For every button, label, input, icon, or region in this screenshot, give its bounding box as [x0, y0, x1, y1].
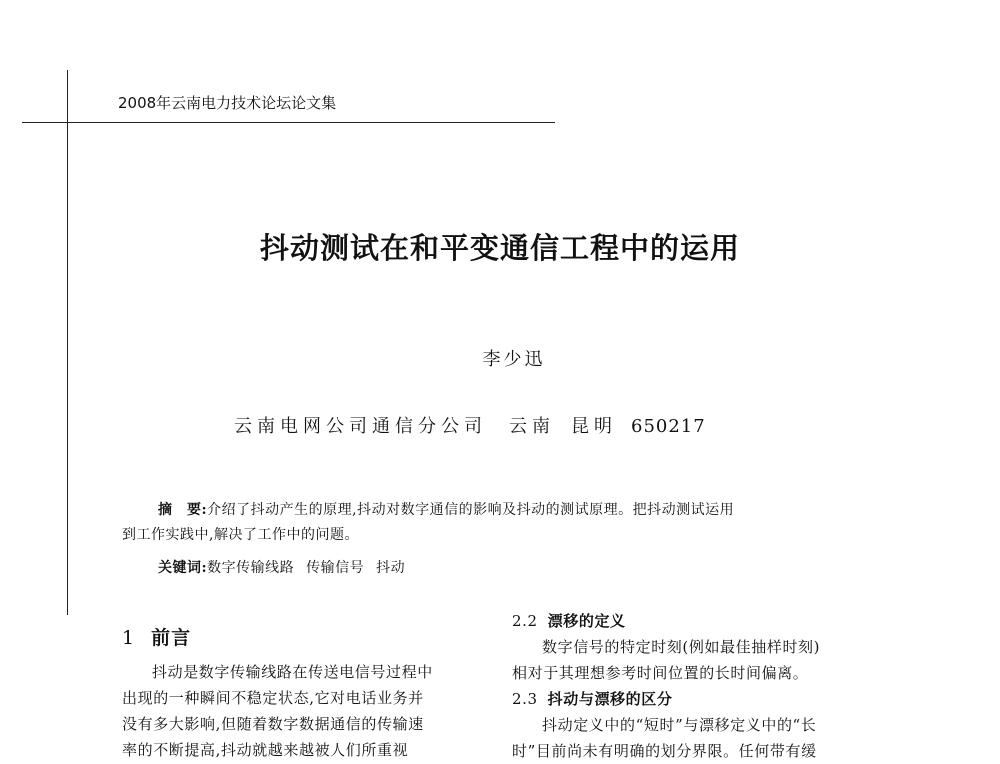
keyword-item: 传输信号 [306, 560, 365, 576]
abstract-label: 摘 要: [158, 502, 208, 518]
keyword-item: 抖动 [376, 560, 406, 576]
section-1-number: 1 [122, 627, 136, 649]
affiliation [234, 412, 706, 438]
affiliation-province: 云南 [509, 416, 555, 437]
header-vertical-rule [67, 70, 68, 615]
paper-title: 抖动测试在和平变通信工程中的运用 [259, 231, 740, 265]
section-2-2-number: 2.2 [512, 612, 538, 630]
keywords-label: 关键词: [158, 560, 208, 576]
keywords [158, 557, 417, 577]
section-2-3-heading [512, 686, 867, 712]
abstract-text-1: 介绍了抖动产生的原理,抖动对数字通信的影响及抖动的测试原理。把抖动测试运用 [207, 502, 735, 518]
section-1-heading [122, 623, 191, 650]
section-2-3-line: 时”目前尚未有明确的划分界限。任何带有缓 [512, 742, 817, 760]
running-head: 2008年云南电力技术论坛论文集 [118, 94, 337, 112]
section-1-title: 前言 [151, 627, 192, 649]
header-horizontal-rule [22, 122, 555, 123]
section-2-3-title: 抖动与漂移的区分 [547, 690, 673, 708]
section-1-line: 没有多大影响,但随着数字数据通信的传输速 [122, 715, 424, 733]
section-2-3-line: 抖动定义中的“短时”与漂移定义中的“长 [542, 716, 817, 734]
section-1-line: 抖动是数字传输线路在传送电信号过程中 [152, 663, 433, 681]
affiliation-org: 云南电网公司通信分公司 [234, 416, 487, 437]
author-name: 李少迅 [482, 349, 546, 370]
section-1-line: 率的不断提高,抖动就越来越被人们所重视 [122, 741, 409, 759]
abstract-line-1 [122, 498, 864, 523]
section-1-line: 出现的一种瞬间不稳定状态,它对电话业务并 [122, 689, 424, 707]
affiliation-postcode: 650217 [631, 416, 706, 437]
section-2-2-title: 漂移的定义 [547, 612, 626, 630]
section-2-2-line: 数字信号的特定时刻(例如最佳抽样时刻) [542, 638, 821, 656]
affiliation-city: 昆明 [571, 416, 617, 437]
section-2-2-line: 相对于其理想参考时间位置的长时间偏离。 [512, 664, 809, 682]
abstract-line-2: 到工作实践中,解决了工作中的问题。 [122, 527, 359, 543]
left-column [122, 659, 477, 763]
section-2-2-heading [512, 608, 867, 634]
abstract [122, 498, 864, 548]
right-column [512, 608, 867, 764]
keyword-item: 数字传输线路 [207, 560, 295, 576]
section-2-3-number: 2.3 [512, 690, 538, 708]
